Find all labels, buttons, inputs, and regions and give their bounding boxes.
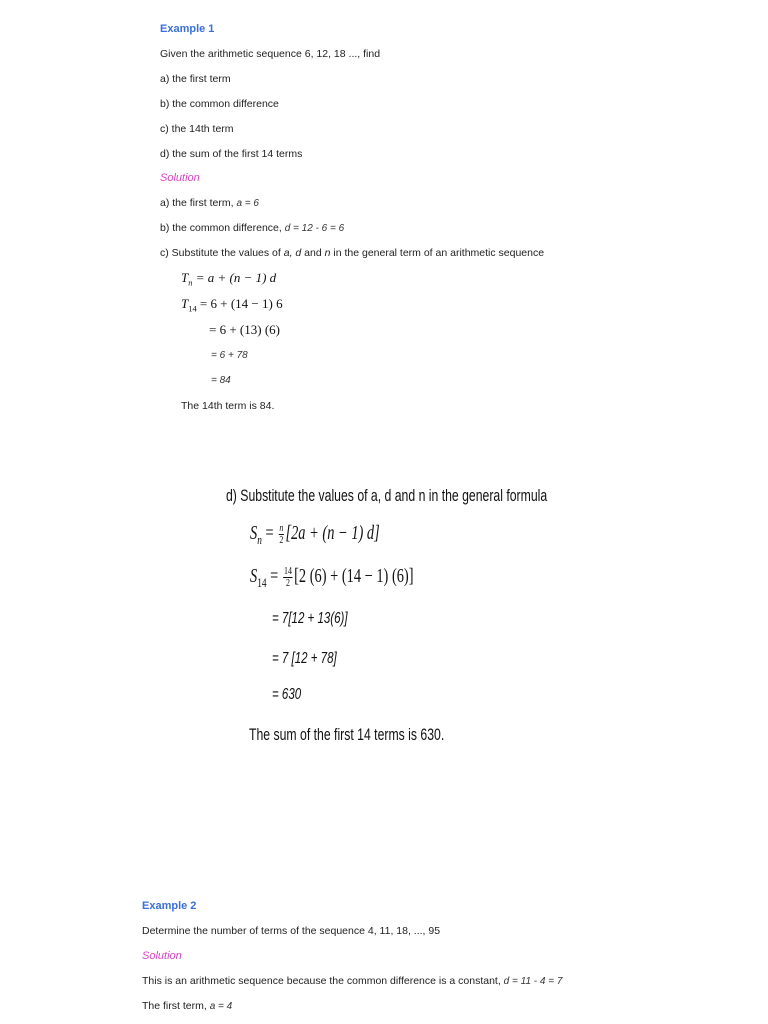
c-line1-lhs: T <box>181 270 189 285</box>
d-line1-sub: n <box>257 532 262 547</box>
d-line2-lhs: S <box>250 565 258 587</box>
solution-a-math: a = 6 <box>236 198 259 209</box>
d-formula-line-5 <box>272 686 312 704</box>
d-formula-line-3 <box>272 610 377 628</box>
solution-c-intro-pre: c) Substitute the values of <box>160 247 284 259</box>
d-line3-text: = 7[12 + 13(6)] <box>272 610 348 627</box>
c-line2-rhs: = 6 + (14 − 1) 6 <box>196 296 283 311</box>
c-formula-line-3: = 6 + (13) (6) <box>209 322 280 337</box>
c-formula-line-1 <box>181 270 276 288</box>
d-line1-lhs: S <box>250 522 258 544</box>
example-2-line-1 <box>142 975 562 987</box>
solution-a <box>160 197 259 209</box>
d-line5-text: = 630 <box>272 686 302 703</box>
solution-c-vars: a, d <box>283 247 302 259</box>
solution-b-text: b) the common difference, <box>160 222 282 234</box>
solution-b-math: d = 12 - 6 = 6 <box>284 223 345 234</box>
d-line4-text: = 7 [12 + 78] <box>272 650 337 667</box>
part-a: a) the first term <box>160 73 231 85</box>
d-formula-line-4 <box>272 650 362 668</box>
solution-b <box>160 222 344 234</box>
example-2-line-2-math: a = 4 <box>209 1001 233 1012</box>
solution-label-2: Solution <box>142 950 182 962</box>
example-2-line-1-math: d = 11 - 4 = 7 <box>503 976 563 987</box>
example-2-question: Determine the number of terms of the sequence 4, 11, 18, ..., 95 <box>142 925 441 937</box>
c-formula-line-4: = 6 + 78 <box>211 350 248 361</box>
d-conclusion-text: The sum of the first 14 terms is 630. <box>249 725 445 744</box>
example-2-line-2-text: The first term, <box>142 1000 207 1012</box>
example-2-line-1-text: This is an arithmetic sequence because the common difference is a constant, <box>142 975 501 987</box>
part-b: b) the common difference <box>160 98 279 110</box>
c-formula-line-2 <box>181 296 283 314</box>
solution-label-1: Solution <box>160 172 200 184</box>
d-intro <box>226 486 672 506</box>
c-conclusion: The 14th term is 84. <box>181 400 275 412</box>
d-formula-line-2: $S_{14}$ = $\frac{14}{2}$ [2 (6) + (14 − 1) (6)] <box>250 564 414 590</box>
d-line2-frac-num: 14 <box>284 564 292 577</box>
d-line1-fraction <box>279 523 284 546</box>
d-intro-text: d) Substitute the values of a, d and n in the general formula <box>226 486 548 505</box>
solution-c-intro <box>160 247 544 259</box>
solution-c-and: and <box>301 247 325 259</box>
d-formula-line-1: $S_n$ = $\frac{n}{2}$ [2a + (n − 1) d] <box>250 521 380 547</box>
example-1-question: Given the arithmetic sequence 6, 12, 18 ..., find <box>160 48 381 60</box>
c-line1-sub: n <box>188 277 193 288</box>
c-line1-rhs: = a + (n − 1) d <box>192 270 277 285</box>
example-2-line-2 <box>142 1000 232 1012</box>
d-line2-sub: 14 <box>257 575 267 590</box>
d-line2-rhs: [2 (6) + (14 − 1) (6)] <box>294 565 414 587</box>
c-line2-lhs: T <box>181 296 189 311</box>
d-conclusion <box>249 725 520 745</box>
solution-c-n: n <box>324 247 331 259</box>
example-2-heading: Example 2 <box>142 900 197 912</box>
solution-c-intro-post: in the general term of an arithmetic sequence <box>330 247 545 259</box>
c-line2-sub: 14 <box>188 303 197 314</box>
d-line1-frac-num: n <box>279 521 284 534</box>
d-line2-frac-den: 2 <box>286 576 290 589</box>
example-1-heading: Example 1 <box>160 23 215 35</box>
d-line2-fraction <box>283 566 292 589</box>
c-formula-line-5: = 84 <box>211 375 231 386</box>
part-d: d) the sum of the first 14 terms <box>160 148 303 160</box>
d-line1-frac-den: 2 <box>279 533 284 546</box>
part-c: c) the 14th term <box>160 123 234 135</box>
d-line1-rhs: [2a + (n − 1) d] <box>285 522 380 544</box>
solution-a-text: a) the first term, <box>160 197 234 209</box>
